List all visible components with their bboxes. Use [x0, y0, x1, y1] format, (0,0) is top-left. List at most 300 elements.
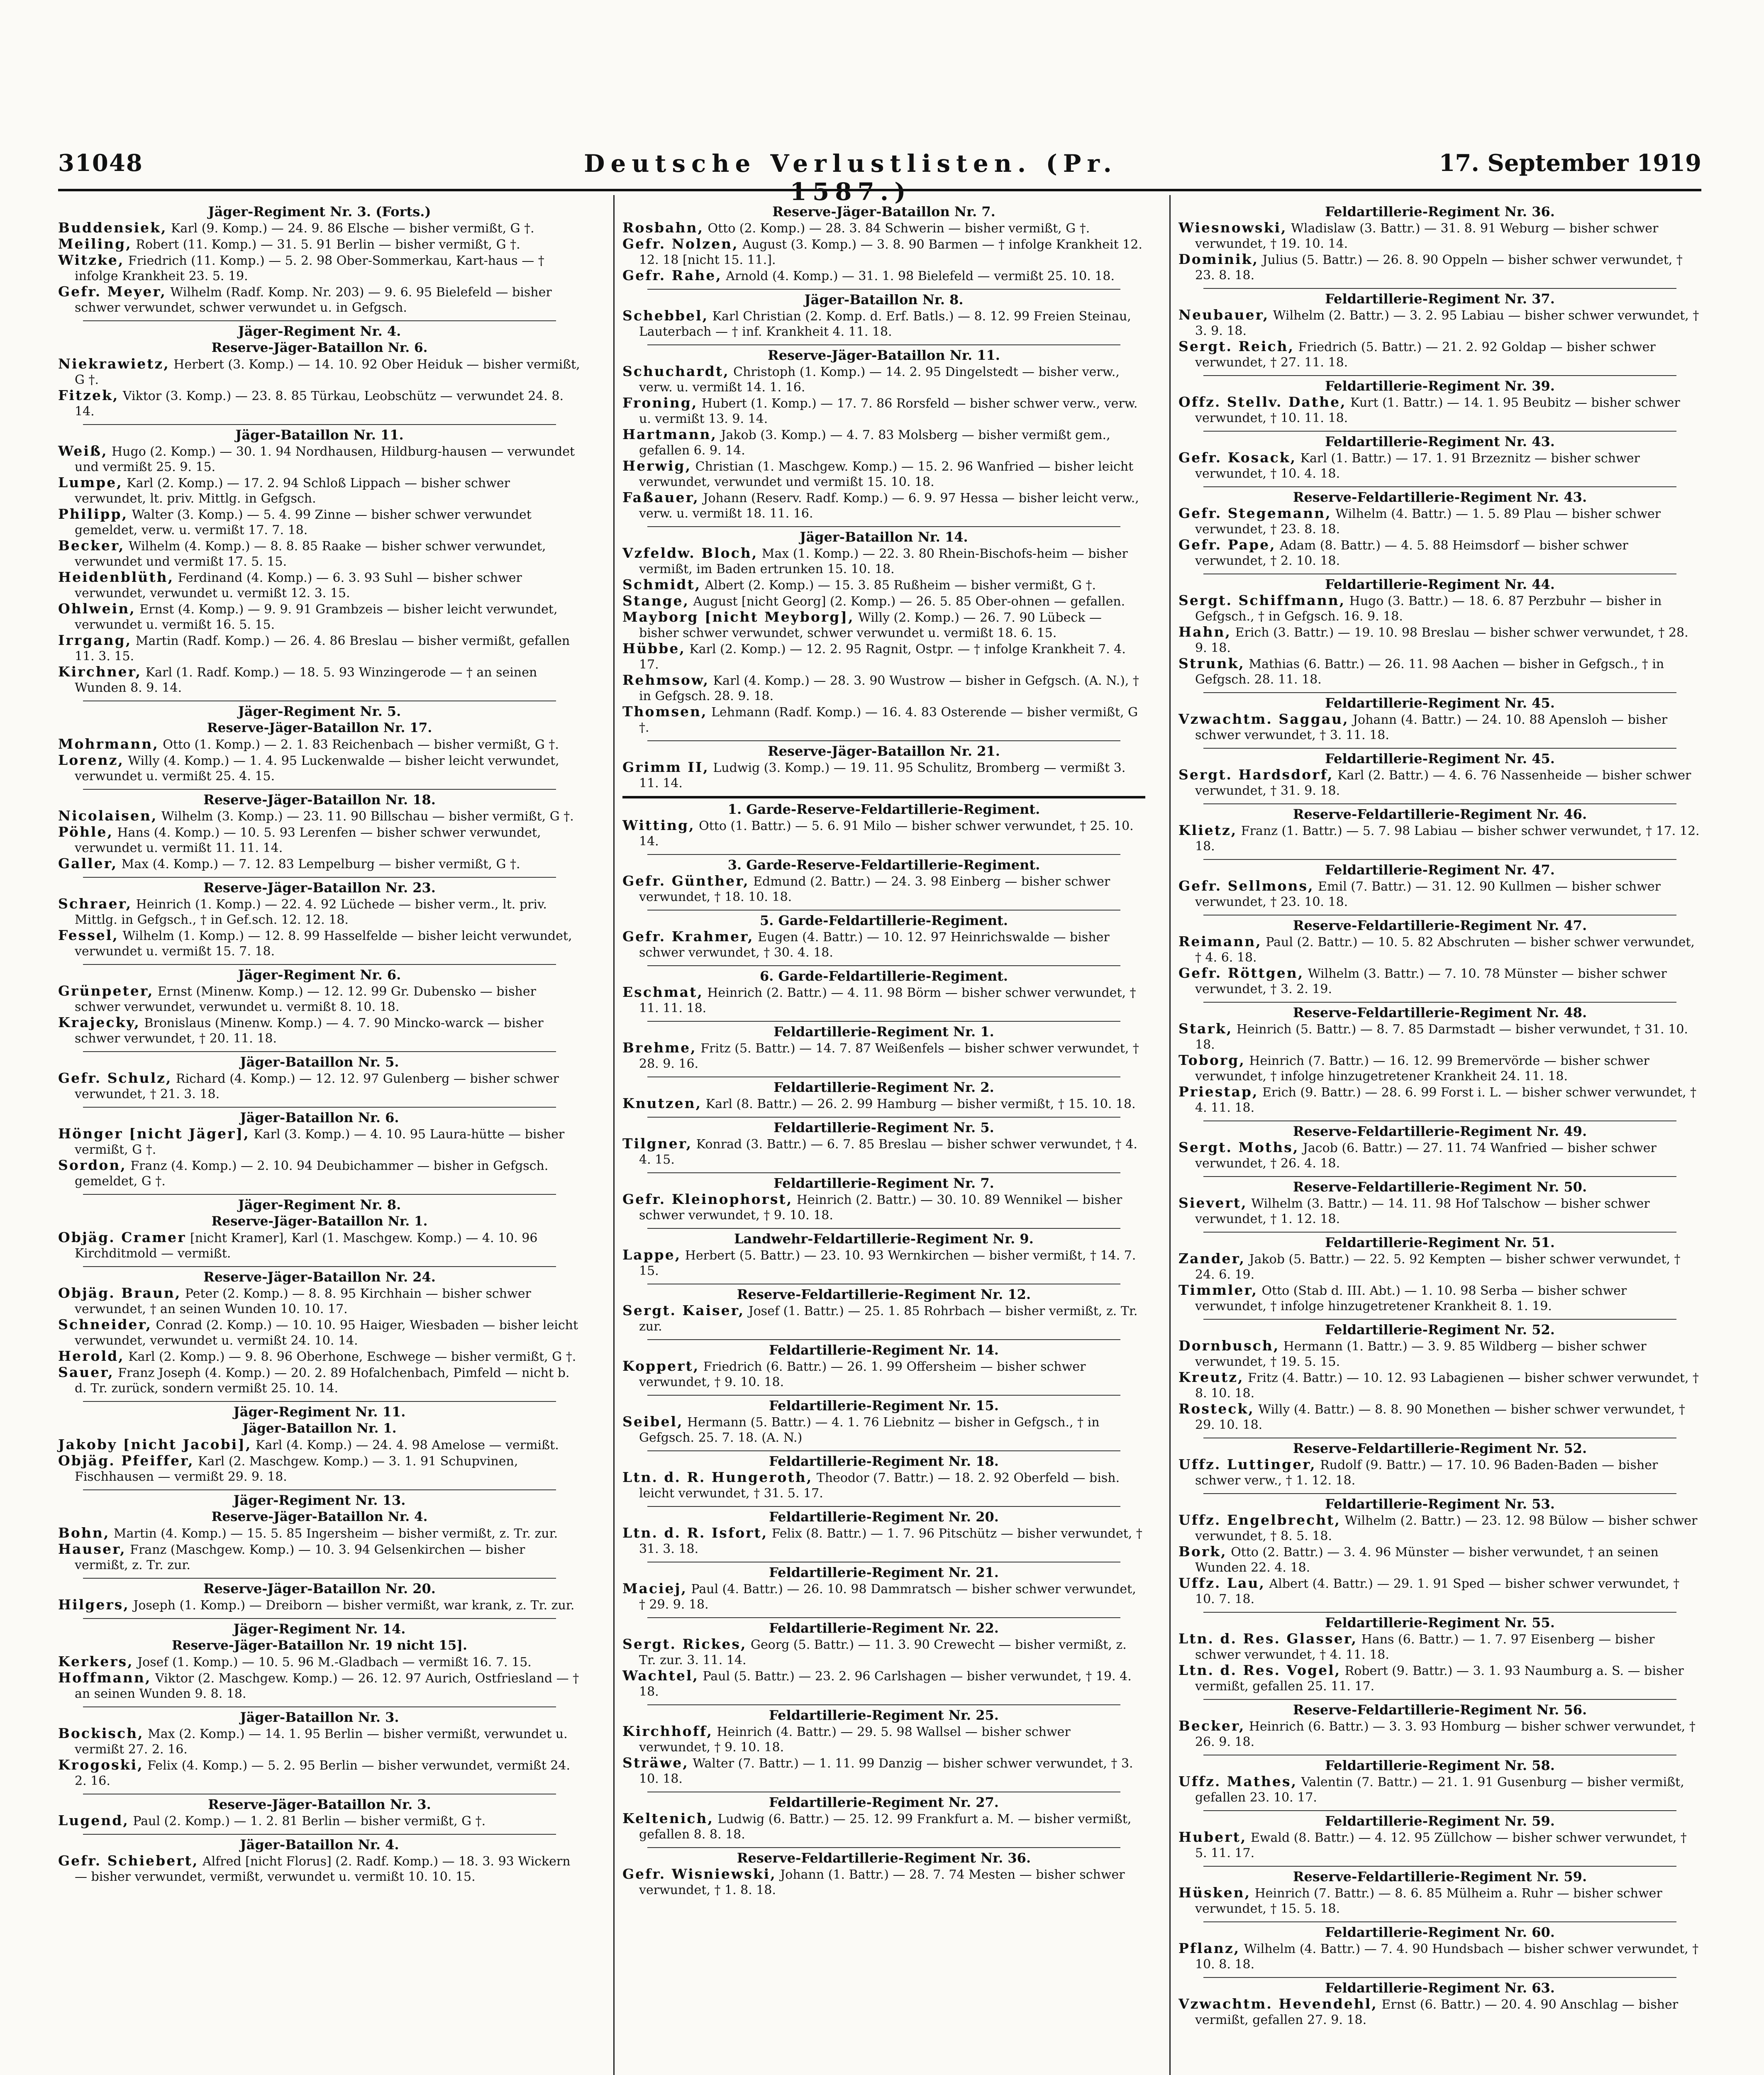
- casualty-entry: [1178, 537, 1701, 569]
- casualty-details: Wilhelm (3. Battr.) — 7. 10. 78 Münster — bisher schwer verwundet, † 3. 2. 19.: [1195, 967, 1667, 996]
- casualty-entry: [1178, 593, 1701, 624]
- casualty-entry: [1178, 1512, 1701, 1544]
- casualty-name: Rosbahn,: [622, 220, 704, 236]
- casualty-details: Hubert (1. Komp.) — 17. 7. 86 Rorsfeld — bisher schwer verw., verw. u. vermißt 13. 9. 14.: [639, 396, 1138, 426]
- column-1: [58, 198, 581, 1885]
- casualty-name: Lappe,: [622, 1247, 681, 1263]
- casualty-details: Walter (7. Battr.) — 1. 11. 99 Danzig — bisher schwer verwundet, † 3. 10. 18.: [639, 1756, 1133, 1786]
- section-rule: [83, 1618, 556, 1619]
- casualty-name: Lugend,: [58, 1812, 129, 1828]
- list-section: [58, 1578, 581, 1613]
- list-section: [1178, 431, 1701, 481]
- casualty-details: August (3. Komp.) — 3. 8. 90 Barmen — † infolge Krankheit 12. 12. 18 [nicht 15. 11.].: [639, 237, 1142, 267]
- casualty-details: Kurt (1. Battr.) — 14. 1. 95 Beubitz — bisher schwer verwundet, † 10. 11. 18.: [1195, 395, 1680, 425]
- section-rule: [647, 1704, 1120, 1705]
- casualty-name: Sauer,: [58, 1364, 114, 1380]
- section-title: Reserve-Jäger-Bataillon Nr. 7.: [772, 204, 995, 220]
- section-rule: [1203, 1921, 1676, 1922]
- section-title: Feldartillerie-Regiment Nr. 44.: [1325, 576, 1555, 592]
- casualty-name: Gefr. Schulz,: [58, 1070, 172, 1086]
- list-section: [1178, 288, 1701, 370]
- casualty-details: Hermann (5. Battr.) — 4. 1. 76 Liebnitz — bisher in Gefgsch., † in Gefgsch. 25. 7. 18. (A. N.): [639, 1415, 1100, 1445]
- casualty-details: Willy (2. Komp.) — 26. 7. 90 Lübeck — bisher schwer verwundet, schwer verwundet u. vermißt 18. 6. 15.: [639, 610, 1102, 640]
- casualty-entry: [622, 427, 1145, 458]
- casualty-details: Ludwig (6. Battr.) — 25. 12. 99 Frankfurt a. M. — bisher vermißt, gefallen 8. 8. 18.: [639, 1812, 1132, 1842]
- section-title: Reserve-Feldartillerie-Regiment Nr. 47.: [1293, 918, 1587, 933]
- casualty-entry: [1178, 251, 1701, 283]
- casualty-entry: [58, 1437, 581, 1453]
- casualty-name: Gefr. Kosack,: [1178, 449, 1297, 466]
- casualty-name: Rosteck,: [1178, 1401, 1254, 1417]
- casualty-entry: [58, 1670, 581, 1702]
- casualty-entry: [58, 1157, 581, 1189]
- casualty-entry: [58, 824, 581, 856]
- section-rule: [647, 854, 1120, 855]
- list-section: [1178, 1493, 1701, 1607]
- casualty-name: Hübbe,: [622, 640, 686, 657]
- casualty-details: Franz (Maschgew. Komp.) — 10. 3. 94 Gelsenkirchen — bisher vermißt, z. Tr. zur.: [75, 1543, 525, 1572]
- casualty-details: Wilhelm (3. Komp.) — 23. 11. 90 Billschau — bisher vermißt, G †.: [157, 809, 574, 824]
- casualty-entry: [622, 593, 1145, 609]
- section-title: Jäger-Regiment Nr. 13.: [233, 1492, 406, 1508]
- casualty-details: Ferdinand (4. Komp.) — 6. 3. 93 Suhl — bisher schwer verwundet, verwundet u. vermißt 12. 3. 15.: [75, 571, 522, 601]
- casualty-details: Karl (2. Maschgew. Komp.) — 3. 1. 91 Schupvinen, Fischhausen — vermißt 29. 9. 18.: [75, 1454, 518, 1484]
- casualty-details: Martin (Radf. Komp.) — 26. 4. 86 Breslau — bisher vermißt, gefallen 11. 3. 15.: [75, 634, 570, 664]
- casualty-entry: [622, 1303, 1145, 1334]
- casualty-name: Gefr. Rahe,: [622, 267, 722, 283]
- section-rule: [83, 964, 556, 965]
- casualty-name: Gefr. Wisniewski,: [622, 1866, 776, 1882]
- casualty-name: Philipp,: [58, 506, 128, 522]
- list-section: [1178, 203, 1701, 283]
- section-title: Reserve-Feldartillerie-Regiment Nr. 50.: [1293, 1179, 1587, 1195]
- section-title: Feldartillerie-Regiment Nr. 58.: [1325, 1758, 1555, 1773]
- casualty-entry: [622, 1668, 1145, 1699]
- list-section: [58, 877, 581, 959]
- casualty-name: Becker,: [1178, 1718, 1245, 1734]
- section-rule: [647, 1117, 1120, 1118]
- casualty-entry: [58, 569, 581, 601]
- casualty-entry: [1178, 823, 1701, 854]
- casualty-entry: [1178, 505, 1701, 537]
- casualty-entry: [622, 984, 1145, 1016]
- casualty-name: Ltn. d. Res. Glasser,: [1178, 1631, 1358, 1647]
- casualty-details: Herbert (3. Komp.) — 14. 10. 92 Ober Heiduk — bisher vermißt, G †.: [75, 357, 580, 387]
- casualty-name: Sträwe,: [622, 1755, 689, 1771]
- section-title: Reserve-Feldartillerie-Regiment Nr. 46.: [1293, 806, 1587, 822]
- casualty-name: Zander,: [1178, 1250, 1246, 1267]
- casualty-details: Franz (1. Battr.) — 5. 7. 98 Labiau — bisher schwer verwundet, † 17. 12. 18.: [1195, 824, 1700, 854]
- casualty-details: Otto (Stab d. III. Abt.) — 1. 10. 98 Serba — bisher schwer verwundet, † infolge hinzugetretener Krankheit 8. 1. 19.: [1195, 1284, 1627, 1313]
- casualty-entry: [622, 1470, 1145, 1501]
- casualty-name: Niekrawietz,: [58, 356, 170, 372]
- casualty-details: Friedrich (6. Battr.) — 26. 1. 99 Offersheim — bisher schwer verwundet, † 9. 10. 18.: [639, 1360, 1086, 1389]
- section-rule: [647, 344, 1120, 345]
- casualty-name: Heidenblüth,: [58, 569, 174, 585]
- section-title: Feldartillerie-Regiment Nr. 25.: [769, 1707, 999, 1723]
- casualty-name: Pöhle,: [58, 824, 113, 840]
- casualty-details: Bronislaus (Minenw. Komp.) — 4. 7. 90 Mincko-warck — bisher schwer verwundet, † 20. 11. 18.: [75, 1016, 544, 1046]
- casualty-entry: [58, 1757, 581, 1789]
- casualty-details: Otto (2. Battr.) — 3. 4. 96 Münster — bisher verwundet, † an seinen Wunden 22. 4. 18.: [1195, 1545, 1659, 1575]
- casualty-details: Wladislaw (3. Battr.) — 31. 8. 91 Weburg — bisher schwer verwundet, † 19. 10. 14.: [1195, 221, 1659, 251]
- section-title: Feldartillerie-Regiment Nr. 20.: [769, 1509, 999, 1525]
- casualty-details: Ernst (6. Battr.) — 20. 4. 90 Anschlag — bisher vermißt, gefallen 27. 9. 18.: [1195, 1997, 1679, 2027]
- casualty-entry: [622, 929, 1145, 960]
- casualty-details: Max (1. Komp.) — 22. 3. 80 Rhein-Bischofs-heim — bisher vermißt, im Baden ertrunken 15. 10. 18.: [639, 547, 1128, 576]
- casualty-name: Fessel,: [58, 927, 119, 943]
- casualty-entry: [622, 490, 1145, 521]
- casualty-name: Herwig,: [622, 458, 692, 474]
- casualty-entry: [1178, 1251, 1701, 1282]
- section-title: Reserve-Feldartillerie-Regiment Nr. 48.: [1293, 1005, 1587, 1020]
- casualty-name: Grünpeter,: [58, 983, 154, 999]
- casualty-entry: [58, 475, 581, 506]
- casualty-name: Schraer,: [58, 896, 132, 912]
- casualty-details: Karl (2. Battr.) — 4. 6. 76 Nassenheide — bisher schwer verwundet, † 31. 9. 18.: [1195, 768, 1691, 798]
- section-title: Jäger-Regiment Nr. 11.: [233, 1404, 406, 1420]
- casualty-details: Ernst (Minenw. Komp.) — 12. 12. 99 Gr. Dubensko — bisher schwer verwundet, verwundet u. vermißt 8. 10. 18.: [75, 984, 536, 1014]
- casualty-details: Heinrich (5. Battr.) — 8. 7. 85 Darmstadt — bisher verwundet, † 31. 10. 18.: [1195, 1022, 1688, 1052]
- casualty-entry: [622, 308, 1145, 339]
- section-title: Reserve-Feldartillerie-Regiment Nr. 43.: [1293, 489, 1587, 505]
- list-section: [622, 203, 1145, 284]
- casualty-details: Erich (3. Battr.) — 19. 10. 98 Breslau — bisher schwer verwundet, † 28. 9. 18.: [1195, 625, 1688, 655]
- section-title: Landwehr-Feldartillerie-Regiment Nr. 9.: [734, 1231, 1034, 1247]
- casualty-details: Jakob (3. Komp.) — 4. 7. 83 Molsberg — bisher vermißt gem., gefallen 6. 9. 14.: [639, 428, 1110, 458]
- casualty-name: Wachtel,: [622, 1667, 699, 1684]
- casualty-name: Tilgner,: [622, 1135, 693, 1152]
- casualty-entry: [1178, 1457, 1701, 1488]
- section-rule: [1203, 748, 1676, 749]
- casualty-details: Julius (5. Battr.) — 26. 8. 90 Oppeln — bisher schwer verwundet, † 23. 8. 18.: [1195, 253, 1683, 283]
- list-section: [622, 1450, 1145, 1501]
- section-title: Reserve-Feldartillerie-Regiment Nr. 12.: [737, 1286, 1031, 1302]
- section-rule: [647, 1847, 1120, 1848]
- section-rule: [83, 1706, 556, 1707]
- casualty-entry: [1178, 1282, 1701, 1314]
- section-title: Reserve-Feldartillerie-Regiment Nr. 49.: [1293, 1123, 1587, 1139]
- section-rule: [1203, 1493, 1676, 1494]
- casualty-details: Karl (2. Komp.) — 12. 2. 95 Ragnit, Ostpr. — † infolge Krankheit 7. 4. 17.: [639, 642, 1126, 672]
- casualty-details: Karl (3. Komp.) — 4. 10. 95 Laura-hütte — bisher vermißt, G †.: [75, 1127, 565, 1157]
- list-section: [58, 1194, 581, 1261]
- list-section: [1178, 748, 1701, 798]
- header-rule: [58, 189, 1701, 191]
- casualty-entry: [58, 1597, 581, 1613]
- casualty-entry: [58, 443, 581, 475]
- casualty-details: Viktor (2. Maschgew. Komp.) — 26. 12. 97 Aurich, Ostfriesland — † an seinen Wunden 9. 8. 18.: [75, 1671, 579, 1701]
- casualty-details: Karl (9. Komp.) — 24. 9. 86 Elsche — bisher vermißt, G †.: [167, 221, 534, 236]
- page-header: [58, 149, 1701, 206]
- casualty-name: Sergt. Reich,: [1178, 338, 1295, 354]
- casualty-entry: [1178, 394, 1701, 426]
- casualty-entry: [58, 1285, 581, 1317]
- casualty-entry: [622, 1414, 1145, 1445]
- casualty-entry: [622, 704, 1145, 735]
- casualty-entry: [622, 458, 1145, 490]
- list-section: [58, 1618, 581, 1702]
- section-rule: [83, 1107, 556, 1108]
- casualty-details: Felix (4. Komp.) — 5. 2. 95 Berlin — bisher verwundet, vermißt 24. 2. 16.: [75, 1758, 571, 1788]
- section-rule: [1203, 1319, 1676, 1320]
- casualty-details: Otto (1. Battr.) — 5. 6. 91 Milo — bisher schwer verwundet, † 25. 10. 14.: [639, 819, 1134, 849]
- casualty-name: Lumpe,: [58, 474, 123, 491]
- section-title: Feldartillerie-Regiment Nr. 39.: [1325, 378, 1555, 394]
- casualty-entry: [622, 395, 1145, 427]
- section-title: Jäger-Regiment Nr. 3. (Forts.): [208, 204, 431, 220]
- casualty-entry: [58, 1541, 581, 1573]
- list-section: [1178, 1921, 1701, 1972]
- list-section: [1178, 1319, 1701, 1433]
- list-section: [58, 1834, 581, 1885]
- list-section: [622, 1617, 1145, 1699]
- casualty-details: Lehmann (Radf. Komp.) — 16. 4. 83 Osterende — bisher vermißt, G †.: [639, 705, 1138, 735]
- casualty-name: Jakoby [nicht Jacobi],: [58, 1436, 252, 1452]
- casualty-name: Gefr. Pape,: [1178, 537, 1276, 553]
- casualty-details: [nicht Kramer], Karl (1. Maschgew. Komp.) — 4. 10. 96 Kirchditmold — vermißt.: [75, 1231, 538, 1261]
- section-rule: [1203, 1612, 1676, 1613]
- casualty-details: Eugen (4. Battr.) — 10. 12. 97 Heinrichswalde — bisher schwer verwundet, † 30. 4. 18.: [639, 930, 1110, 960]
- casualty-details: Johann (1. Battr.) — 28. 7. 74 Mesten — bisher schwer verwundet, † 1. 8. 18.: [639, 1868, 1125, 1897]
- list-section: [1178, 1176, 1701, 1227]
- section-title: Feldartillerie-Regiment Nr. 52.: [1325, 1322, 1555, 1338]
- casualty-name: Uffz. Lau,: [1178, 1575, 1265, 1591]
- casualty-details: Ewald (8. Battr.) — 4. 12. 95 Züllchow — bisher schwer verwundet, † 5. 11. 17.: [1195, 1831, 1687, 1860]
- section-title: Feldartillerie-Regiment Nr. 14.: [769, 1342, 999, 1358]
- casualty-name: Sergt. Hardsdorf,: [1178, 767, 1334, 783]
- casualty-entry: [1178, 220, 1701, 251]
- list-section: [622, 344, 1145, 521]
- casualty-name: Gefr. Nolzen,: [622, 236, 739, 252]
- section-title: Feldartillerie-Regiment Nr. 45.: [1325, 751, 1555, 767]
- title-text: Deutsche Verlustlisten.: [584, 149, 1032, 178]
- section-rule: [83, 1834, 556, 1835]
- casualty-details: Karl (1. Radf. Komp.) — 18. 5. 93 Winzingerode — † an seinen Wunden 8. 9. 14.: [75, 665, 537, 695]
- casualty-details: Otto (1. Komp.) — 2. 1. 83 Reichenbach — bisher vermißt, G †.: [159, 737, 559, 752]
- casualty-entry: [58, 1015, 581, 1046]
- casualty-name: Sergt. Moths,: [1178, 1139, 1299, 1155]
- section-title: 1. Garde-Reserve-Feldartillerie-Regiment.: [727, 801, 1040, 817]
- list-section: [1178, 1755, 1701, 1805]
- casualty-entry: [622, 1247, 1145, 1279]
- casualty-entry: [1178, 450, 1701, 481]
- casualty-entry: [622, 220, 1145, 236]
- casualty-entry: [622, 1723, 1145, 1755]
- section-title: Feldartillerie-Regiment Nr. 45.: [1325, 695, 1555, 711]
- section-title: Jäger-Bataillon Nr. 3.: [240, 1709, 399, 1725]
- casualty-details: Valentin (7. Battr.) — 21. 1. 91 Gusenburg — bisher vermißt, gefallen 23. 10. 17.: [1195, 1775, 1684, 1805]
- casualty-name: Priestap,: [1178, 1084, 1259, 1100]
- casualty-details: Ernst (4. Komp.) — 9. 9. 91 Grambzeis — bisher leicht verwundet, verwundet u. vermißt 16. 5. 15.: [75, 602, 558, 632]
- casualty-details: Richard (4. Komp.) — 12. 12. 97 Gulenberg — bisher schwer verwundet, † 21. 3. 18.: [75, 1072, 559, 1101]
- casualty-entry: [1178, 1829, 1701, 1861]
- casualty-entry: [1178, 965, 1701, 997]
- casualty-name: Weiß,: [58, 443, 108, 459]
- casualty-details: Konrad (3. Battr.) — 6. 7. 85 Breslau — bisher schwer verwundet, † 4. 4. 15.: [639, 1137, 1137, 1167]
- casualty-details: Paul (2. Battr.) — 10. 5. 82 Abschruten — bisher schwer verwundet, † 4. 6. 18.: [1195, 935, 1695, 965]
- casualty-entry: [622, 1755, 1145, 1787]
- list-section: [1178, 1120, 1701, 1171]
- casualty-entry: [1178, 1662, 1701, 1694]
- casualty-name: Meiling,: [58, 236, 132, 252]
- list-section: [1178, 1438, 1701, 1488]
- casualty-name: Sievert,: [1178, 1195, 1247, 1211]
- casualty-entry: [58, 983, 581, 1015]
- section-title: Feldartillerie-Regiment Nr. 7.: [773, 1175, 994, 1191]
- section-title: Jäger-Bataillon Nr. 8.: [804, 292, 964, 308]
- section-rule: [1203, 1120, 1676, 1121]
- casualty-name: Koppert,: [622, 1358, 700, 1374]
- casualty-name: Gefr. Meyer,: [58, 283, 166, 300]
- list-section: [622, 1228, 1145, 1279]
- casualty-entry: [622, 1096, 1145, 1112]
- casualty-name: Sergt. Kaiser,: [622, 1302, 745, 1318]
- section-title: Feldartillerie-Regiment Nr. 1.: [773, 1024, 994, 1040]
- list-section: [1178, 1977, 1701, 2028]
- casualty-name: Hüsken,: [1178, 1885, 1251, 1901]
- casualty-name: Objäg. Cramer: [58, 1229, 186, 1245]
- casualty-entry: [58, 1070, 581, 1102]
- section-title: Jäger-Bataillon Nr. 14.: [800, 529, 968, 545]
- casualty-entry: [1178, 1885, 1701, 1916]
- section-rule: [647, 965, 1120, 966]
- casualty-details: Karl (2. Komp.) — 9. 8. 96 Oberhone, Eschwege — bisher vermißt, G †.: [124, 1350, 576, 1364]
- casualty-name: Stark,: [1178, 1020, 1233, 1037]
- casualty-details: Rudolf (9. Battr.) — 17. 10. 96 Baden-Baden — bisher schwer verw., † 1. 12. 18.: [1195, 1458, 1658, 1488]
- casualty-details: Paul (2. Komp.) — 1. 2. 81 Berlin — bisher vermißt, G †.: [129, 1814, 486, 1828]
- casualty-entry: [1178, 1631, 1701, 1662]
- casualty-entry: [58, 538, 581, 569]
- casualty-name: Schmidt,: [622, 576, 701, 593]
- casualty-details: Johann (Reserv. Radf. Komp.) — 6. 9. 97 Hessa — bisher leicht verw., verw. u. vermißt 18. 11. 16.: [639, 491, 1139, 521]
- section-title: Reserve-Feldartillerie-Regiment Nr. 36.: [737, 1850, 1031, 1866]
- list-section: [622, 526, 1145, 735]
- section-title: Reserve-Feldartillerie-Regiment Nr. 59.: [1293, 1869, 1587, 1885]
- list-section: [622, 1792, 1145, 1842]
- casualty-details: Josef (1. Battr.) — 25. 1. 85 Rohrbach — bisher vermißt, z. Tr. zur.: [639, 1304, 1138, 1334]
- casualty-details: Joseph (1. Komp.) — Dreiborn — bisher vermißt, war krank, z. Tr. zur.: [129, 1598, 575, 1613]
- casualty-name: Thomsen,: [622, 703, 708, 720]
- casualty-name: Froning,: [622, 395, 698, 411]
- section-title: Feldartillerie-Regiment Nr. 63.: [1325, 1980, 1555, 1996]
- casualty-entry: [1178, 711, 1701, 743]
- casualty-entry: [622, 1525, 1145, 1557]
- casualty-name: Nicolaisen,: [58, 808, 158, 824]
- casualty-name: Toborg,: [1178, 1052, 1245, 1068]
- casualty-entry: [1178, 1140, 1701, 1171]
- section-rule: [1203, 1002, 1676, 1003]
- casualty-details: Heinrich (6. Battr.) — 3. 3. 93 Homburg — bisher schwer verwundet, † 26. 9. 18.: [1195, 1719, 1696, 1749]
- casualty-name: Gefr. Schiebert,: [58, 1853, 199, 1869]
- casualty-name: Hönger [nicht Jäger],: [58, 1125, 250, 1142]
- section-title: Jäger-Bataillon Nr. 1.: [242, 1421, 397, 1436]
- list-section: [58, 701, 581, 784]
- list-section: [622, 854, 1145, 905]
- casualty-details: Paul (5. Battr.) — 23. 2. 96 Carlshagen — bisher verwundet, † 19. 4. 18.: [639, 1669, 1132, 1699]
- casualty-entry: [1178, 624, 1701, 656]
- casualty-entry: [58, 1230, 581, 1261]
- casualty-name: Objäg. Braun,: [58, 1285, 181, 1301]
- list-section: [1178, 859, 1701, 910]
- casualty-entry: [622, 268, 1145, 284]
- casualty-name: Vzfeldw. Bloch,: [622, 545, 758, 561]
- section-title: Reserve-Feldartillerie-Regiment Nr. 52.: [1293, 1440, 1587, 1456]
- casualty-name: Sergt. Schiffmann,: [1178, 592, 1346, 608]
- list-section: [622, 1117, 1145, 1167]
- casualty-name: Irrgang,: [58, 632, 132, 648]
- column-3: [1178, 198, 1701, 2028]
- section-rule: [1203, 375, 1676, 376]
- section-title: Jäger-Bataillon Nr. 11.: [235, 427, 404, 443]
- casualty-details: Heinrich (7. Battr.) — 16. 12. 99 Bremervörde — bisher schwer verwundet, † infolge hinzugetretener Krankheit 24. 11. 18.: [1195, 1054, 1649, 1084]
- casualty-name: Uffz. Engelbrecht,: [1178, 1512, 1341, 1528]
- casualty-entry: [58, 1853, 581, 1885]
- casualty-details: Johann (4. Battr.) — 24. 10. 88 Apensloh — bisher schwer verwundet, † 3. 11. 18.: [1195, 713, 1668, 742]
- section-title: Reserve-Jäger-Bataillon Nr. 18.: [203, 792, 436, 808]
- section-rule: [647, 1506, 1120, 1507]
- casualty-entry: [58, 284, 581, 315]
- section-title: Jäger-Bataillon Nr. 4.: [240, 1837, 399, 1853]
- list-section: [1178, 1810, 1701, 1861]
- casualty-name: Fitzek,: [58, 387, 119, 403]
- casualty-details: Karl Christian (2. Komp. d. Erf. Batls.) — 8. 12. 99 Freien Steinau, Lauterbach — † inf. Krankheit 4. 11. 18.: [639, 309, 1131, 339]
- casualty-details: Willy (4. Komp.) — 1. 4. 95 Luckenwalde — bisher leicht verwundet, verwundet u. vermißt 25. 4. 15.: [75, 754, 559, 784]
- casualty-details: Viktor (3. Komp.) — 23. 8. 85 Türkau, Leobschütz — verwundet 24. 8. 14.: [75, 389, 564, 419]
- casualty-details: Fritz (5. Battr.) — 14. 7. 87 Weißenfels — bisher schwer verwundet, † 28. 9. 16.: [639, 1041, 1139, 1071]
- casualty-name: Kreutz,: [1178, 1369, 1244, 1385]
- casualty-details: Erich (9. Battr.) — 28. 6. 99 Forst i. L. — bisher schwer verwundet, † 4. 11. 18.: [1195, 1085, 1697, 1115]
- casualty-name: Wiesnowski,: [1178, 220, 1287, 236]
- casualty-name: Eschmat,: [622, 984, 703, 1000]
- section-rule: [83, 789, 556, 790]
- section-title: Feldartillerie-Regiment Nr. 21.: [769, 1565, 999, 1580]
- casualty-name: Strunk,: [1178, 655, 1245, 671]
- casualty-name: Gefr. Stegemann,: [1178, 505, 1332, 521]
- section-rule: [83, 424, 556, 425]
- casualty-name: Sordon,: [58, 1157, 127, 1173]
- section-title: Feldartillerie-Regiment Nr. 53.: [1325, 1496, 1555, 1512]
- casualty-details: Heinrich (2. Battr.) — 4. 11. 98 Börm — bisher schwer verwundet, † 11. 11. 18.: [639, 986, 1136, 1016]
- casualty-name: Gefr. Kleinophorst,: [622, 1191, 793, 1207]
- casualty-entry: [1178, 656, 1701, 687]
- casualty-name: Gefr. Krahmer,: [622, 928, 754, 945]
- casualty-details: Wilhelm (4. Battr.) — 7. 4. 90 Hundsbach — bisher schwer verwundet, † 10. 8. 18.: [1195, 1942, 1699, 1972]
- section-rule: [1203, 859, 1676, 860]
- casualty-entry: [1178, 1195, 1701, 1227]
- list-section: [1178, 1612, 1701, 1694]
- casualty-name: Dornbusch,: [1178, 1338, 1280, 1354]
- casualty-details: Fritz (4. Battr.) — 10. 12. 93 Labagienen — bisher schwer verwundet, † 8. 10. 18.: [1195, 1371, 1699, 1401]
- list-section: [1178, 803, 1701, 854]
- casualty-name: Faßauer,: [622, 489, 699, 505]
- casualty-name: Timmler,: [1178, 1282, 1258, 1298]
- casualty-name: Schebbel,: [622, 308, 709, 324]
- section-rule: [647, 910, 1120, 911]
- casualty-entry: [58, 896, 581, 928]
- section-title: Reserve-Jäger-Bataillon Nr. 24.: [203, 1269, 436, 1285]
- casualty-details: Robert (11. Komp.) — 31. 5. 91 Berlin — bisher vermißt, G †.: [132, 237, 520, 252]
- casualty-entry: [58, 601, 581, 632]
- casualty-entry: [622, 577, 1145, 593]
- casualty-entry: [58, 220, 581, 236]
- casualty-details: Herbert (5. Battr.) — 23. 10. 93 Wernkirchen — bisher vermißt, † 14. 7. 15.: [639, 1248, 1136, 1278]
- section-rule: [647, 1395, 1120, 1396]
- section-rule: [1203, 1176, 1676, 1177]
- section-rule: [647, 289, 1120, 290]
- casualty-entry: [622, 641, 1145, 672]
- casualty-entry: [58, 1813, 581, 1829]
